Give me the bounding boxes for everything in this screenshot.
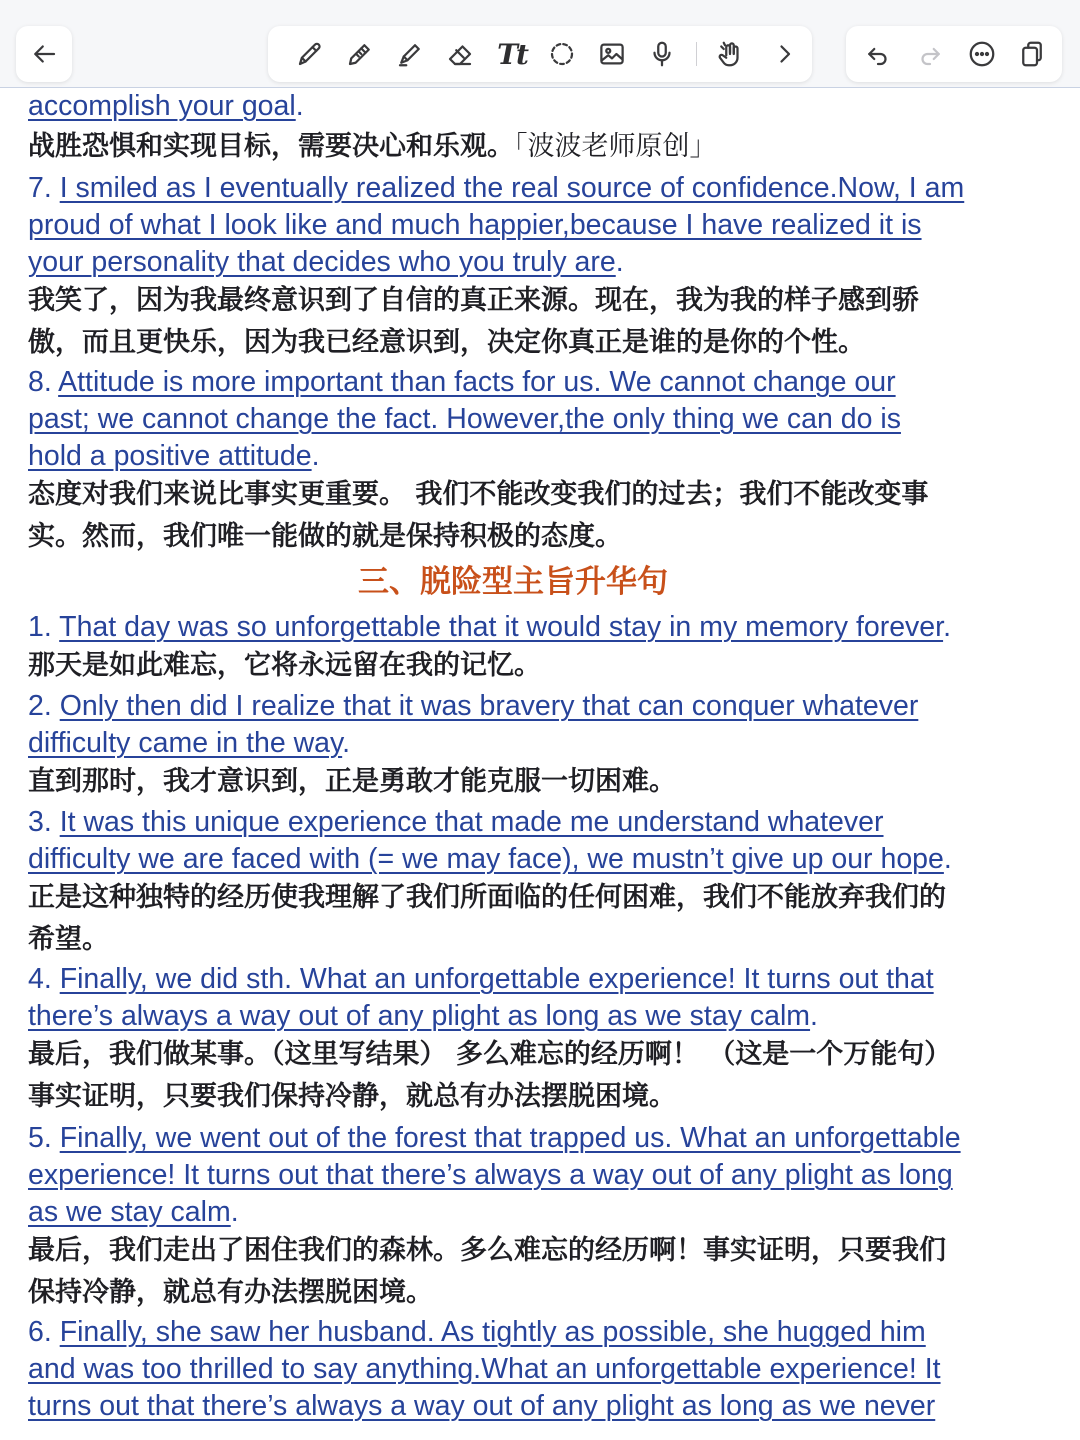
highlighter-icon[interactable] — [388, 32, 432, 76]
item7-chinese-line-2: 傲，而且更快乐，因为我已经意识到，决定你真正是谁的是你的个性。 — [28, 327, 865, 358]
s1-english-line-1: 1. That day was so unforgettable that it would stay in my memory forever. — [28, 611, 951, 643]
s3-chinese-line-2: 希望。 — [28, 924, 109, 955]
microphone-icon[interactable] — [640, 32, 684, 76]
s6-english-line-3: turns out that there’s always a way out of any plight as long as we never — [28, 1390, 936, 1422]
s3-chinese-line-1: 正是这种独特的经历使我理解了我们所面临的任何困难，我们不能放弃我们的 — [28, 882, 946, 913]
toolbar-divider — [696, 42, 697, 66]
section-heading: 三、脱险型主旨升华句 — [358, 564, 668, 600]
redo-icon[interactable] — [908, 32, 952, 76]
text-tool-label: Tt — [497, 37, 527, 71]
s5-chinese-line-2: 保持冷静，就总有办法摆脱困境。 — [28, 1277, 433, 1308]
text-icon[interactable] — [490, 32, 534, 76]
s2-chinese-line-1: 直到那时，我才意识到，正是勇敢才能克服一切困难。 — [28, 766, 676, 797]
more-icon[interactable] — [960, 32, 1004, 76]
s6-english-line-1: 6. Finally, she saw her husband. As tightly as possible, she hugged him — [28, 1316, 926, 1348]
intro-chinese-line: 战胜恐惧和实现目标，需要决心和乐观。「波波老师原创」 — [28, 131, 717, 162]
s5-english-line-2: experience! It turns out that there’s always a way out of any plight as long — [28, 1159, 953, 1191]
s4-chinese-line-2: 事实证明，只要我们保持冷静，就总有办法摆脱困境。 — [28, 1081, 676, 1112]
s2-english-line-2: difficulty came in the way. — [28, 727, 351, 759]
top-toolbar — [0, 0, 1080, 88]
item7-english-line-2: proud of what I look like and much happier,because I have realized it is — [28, 209, 922, 241]
chevron-right-icon[interactable] — [762, 32, 806, 76]
s3-english-line-1: 3. It was this unique experience that made me understand whatever — [28, 806, 884, 838]
pencil-icon[interactable] — [338, 32, 382, 76]
s5-english-line-1: 5. Finally, we went out of the forest that trapped us. What an unforgettable — [28, 1122, 961, 1154]
s4-english-line-1: 4. Finally, we did sth. What an unforgettable experience! It turns out that — [28, 963, 934, 995]
pen-icon[interactable] — [288, 32, 332, 76]
s2-english-line-1: 2. Only then did I realize that it was bravery that can conquer whatever — [28, 690, 919, 722]
item7-chinese-line-1: 我笑了，因为我最终意识到了自信的真正来源。现在，我为我的样子感到骄 — [28, 285, 919, 316]
item8-chinese-line-2: 实。然而，我们唯一能做的就是保持积极的态度。 — [28, 521, 622, 552]
eraser-icon[interactable] — [438, 32, 482, 76]
s4-english-line-2: there’s always a way out of any plight as long as we stay calm. — [28, 1000, 818, 1032]
hand-touch-icon[interactable] — [708, 32, 752, 76]
image-icon[interactable] — [590, 32, 634, 76]
undo-icon[interactable] — [856, 32, 900, 76]
lasso-icon[interactable] — [540, 32, 584, 76]
back-button[interactable] — [16, 26, 72, 82]
item8-english-line-3: hold a positive attitude. — [28, 440, 320, 472]
pages-icon[interactable] — [1010, 32, 1054, 76]
item7-english-line-3: your personality that decides who you truly are. — [28, 246, 624, 278]
arrow-left-icon — [22, 32, 66, 76]
tool-palette — [268, 26, 812, 82]
item8-english-line-2: past; we cannot change the fact. However,the only thing we can do is — [28, 403, 901, 435]
intro-english-line: accomplish your goal. — [28, 90, 304, 122]
s5-english-line-3: as we stay calm. — [28, 1196, 239, 1228]
s6-english-line-2: and was too thrilled to say anything.What an unforgettable experience! It — [28, 1353, 941, 1385]
s5-chinese-line-1: 最后，我们走出了困住我们的森林。多么难忘的经历啊！事实证明，只要我们 — [28, 1235, 946, 1266]
s3-english-line-2: difficulty we are faced with (= we may face), we mustn’t give up our hope. — [28, 843, 952, 875]
item8-chinese-line-1: 态度对我们来说比事实更重要。 我们不能改变我们的过去；我们不能改变事 — [28, 479, 929, 510]
s1-chinese-line-1: 那天是如此难忘，它将永远留在我的记忆。 — [28, 650, 541, 681]
item7-english-line-1: 7. I smiled as I eventually realized the real source of confidence.Now, I am — [28, 172, 965, 204]
item8-english-line-1: 8. Attitude is more important than facts for us. We cannot change our — [28, 366, 896, 398]
action-bar — [846, 26, 1062, 82]
s4-chinese-line-1: 最后，我们做某事。（这里写结果） 多么难忘的经历啊！ （这是一个万能句） — [28, 1039, 952, 1070]
